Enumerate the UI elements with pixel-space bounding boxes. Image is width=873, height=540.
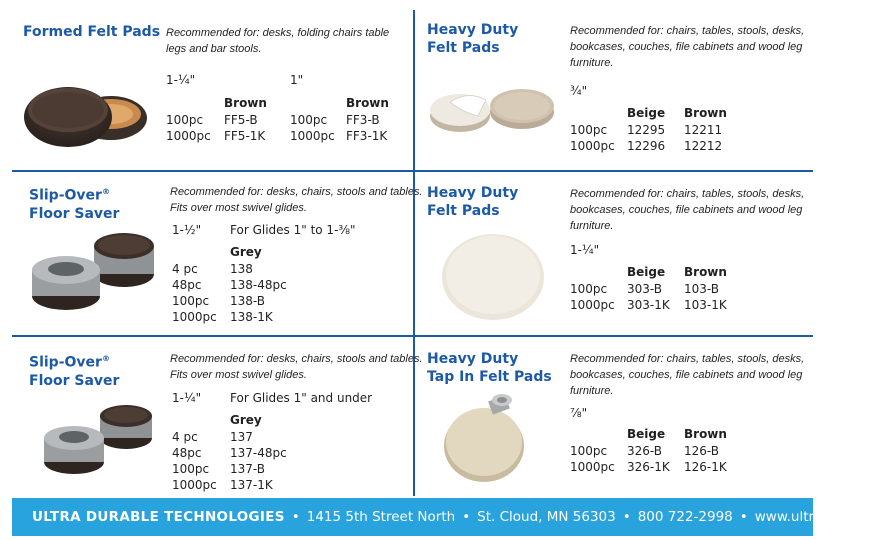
product-title: Slip-Over® Floor Saver [29,354,120,389]
code-a-1: FF5-B [224,113,258,127]
beige-1: 12295 [627,123,666,137]
qty-1: 100pc [570,123,608,137]
qty-a-2: 1000pc [166,129,211,143]
qty-b-1: 100pc [290,113,328,127]
column-header-a: Brown [224,96,267,110]
column-header-brown: Brown [684,427,727,441]
code-a-2: FF5-1K [224,129,266,143]
brown-1: 12211 [684,123,723,137]
product-title: Slip-Over® Floor Saver [29,187,120,222]
street-address: 1415 5th Street North [306,509,456,525]
website-link[interactable]: www.ultraDT.com [754,509,873,525]
footer-bar [12,498,873,536]
recommended-text: Recommended for: desks, folding chairs table legs and bar stools. [166,27,390,55]
code-b-1: FF3-B [346,113,380,127]
code-3: 138-B [230,294,266,308]
qty-b-2: 1000pc [290,129,335,143]
glides-label: For Glides 1" and under [230,391,373,405]
brown-2: 103-1K [684,298,727,312]
qty-4: 1000pc [172,310,217,324]
code-4: 137-1K [230,478,273,492]
product-title: Heavy Duty Felt Pads [427,22,519,56]
separator: • [462,509,471,525]
beige-2: 12296 [627,139,666,153]
size-label: 1-½" [172,223,202,237]
slip-over-floor-saver-image [40,398,156,482]
separator: • [622,509,631,525]
qty-2: 1000pc [570,298,615,312]
qty-2: 1000pc [570,460,615,474]
size-label-a: 1-¼" [166,73,196,87]
qty-1: 4 pc [172,262,198,276]
product-title: Heavy Duty Felt Pads [427,185,519,219]
brown-1: 103-B [684,282,720,296]
divider-right-1 [415,170,813,172]
recommended-text: Recommended for: chairs, tables, stools, desks, bookcases, couches, file cabinets and wood leg furniture. [570,353,805,397]
slip-over-floor-saver-image [28,224,156,320]
beige-1: 326-B [627,444,663,458]
code-1: 137 [230,430,253,444]
separator: • [739,509,748,525]
column-header-beige: Beige [627,265,666,279]
column-header: Grey [230,245,262,259]
column-header-brown: Brown [684,265,727,279]
brown-1: 126-B [684,444,720,458]
recommended-line-1: Recommended for: desks, chairs, stools and tables. [170,353,423,365]
column-header: Grey [230,413,262,427]
heavy-duty-felt-pad-image [428,72,556,136]
column-header-beige: Beige [627,106,666,120]
qty-1: 100pc [570,282,608,296]
size-label: 1-¼" [172,391,202,405]
code-2: 138-48pc [230,278,287,292]
qty-2: 1000pc [570,139,615,153]
qty-4: 1000pc [172,478,217,492]
separator: • [291,509,300,525]
recommended-line-2: Fits over most swivel glides. [170,202,307,214]
recommended-text: Recommended for: chairs, tables, stools, desks, bookcases, couches, file cabinets and wood leg furniture. [570,188,805,232]
company-name: ULTRA DURABLE TECHNOLOGIES [32,509,285,525]
size-label: 1-¼" [570,243,600,257]
formed-felt-pad-image [16,70,148,152]
qty-2: 48pc [172,278,202,292]
column-header-beige: Beige [627,427,666,441]
size-label: ¾" [570,84,588,98]
column-header-brown: Brown [684,106,727,120]
vertical-divider [413,10,415,496]
recommended-line-2: Fits over most swivel glides. [170,369,307,381]
size-label-b: 1" [290,73,304,87]
column-header-b: Brown [346,96,389,110]
brown-2: 12212 [684,139,723,153]
qty-3: 100pc [172,294,210,308]
recommended-line-1: Recommended for: desks, chairs, stools and tables. [170,186,423,198]
divider-left-2 [12,335,413,337]
qty-2: 48pc [172,446,202,460]
tap-in-felt-pad-image [440,388,540,486]
code-b-2: FF3-1K [346,129,388,143]
code-2: 137-48pc [230,446,287,460]
qty-3: 100pc [172,462,210,476]
brown-2: 126-1K [684,460,727,474]
city-state-zip: St. Cloud, MN 56303 [477,509,616,525]
beige-1: 303-B [627,282,663,296]
heavy-duty-felt-pad-image [440,232,546,322]
product-title: Heavy Duty Tap In Felt Pads [427,351,552,385]
phone-number: 800 722-2998 [637,509,733,525]
qty-a-1: 100pc [166,113,204,127]
divider-left-1 [12,170,413,172]
beige-2: 326-1K [627,460,670,474]
code-1: 138 [230,262,253,276]
product-title: Formed Felt Pads [23,24,161,40]
qty-1: 100pc [570,444,608,458]
qty-1: 4 pc [172,430,198,444]
recommended-text: Recommended for: chairs, tables, stools, desks, bookcases, couches, file cabinets and wood leg furniture. [570,25,805,69]
code-4: 138-1K [230,310,273,324]
code-3: 137-B [230,462,266,476]
size-label: ⅞" [570,406,588,420]
divider-right-2 [415,335,813,337]
glides-label: For Glides 1" to 1-⅜" [230,223,356,237]
beige-2: 303-1K [627,298,670,312]
